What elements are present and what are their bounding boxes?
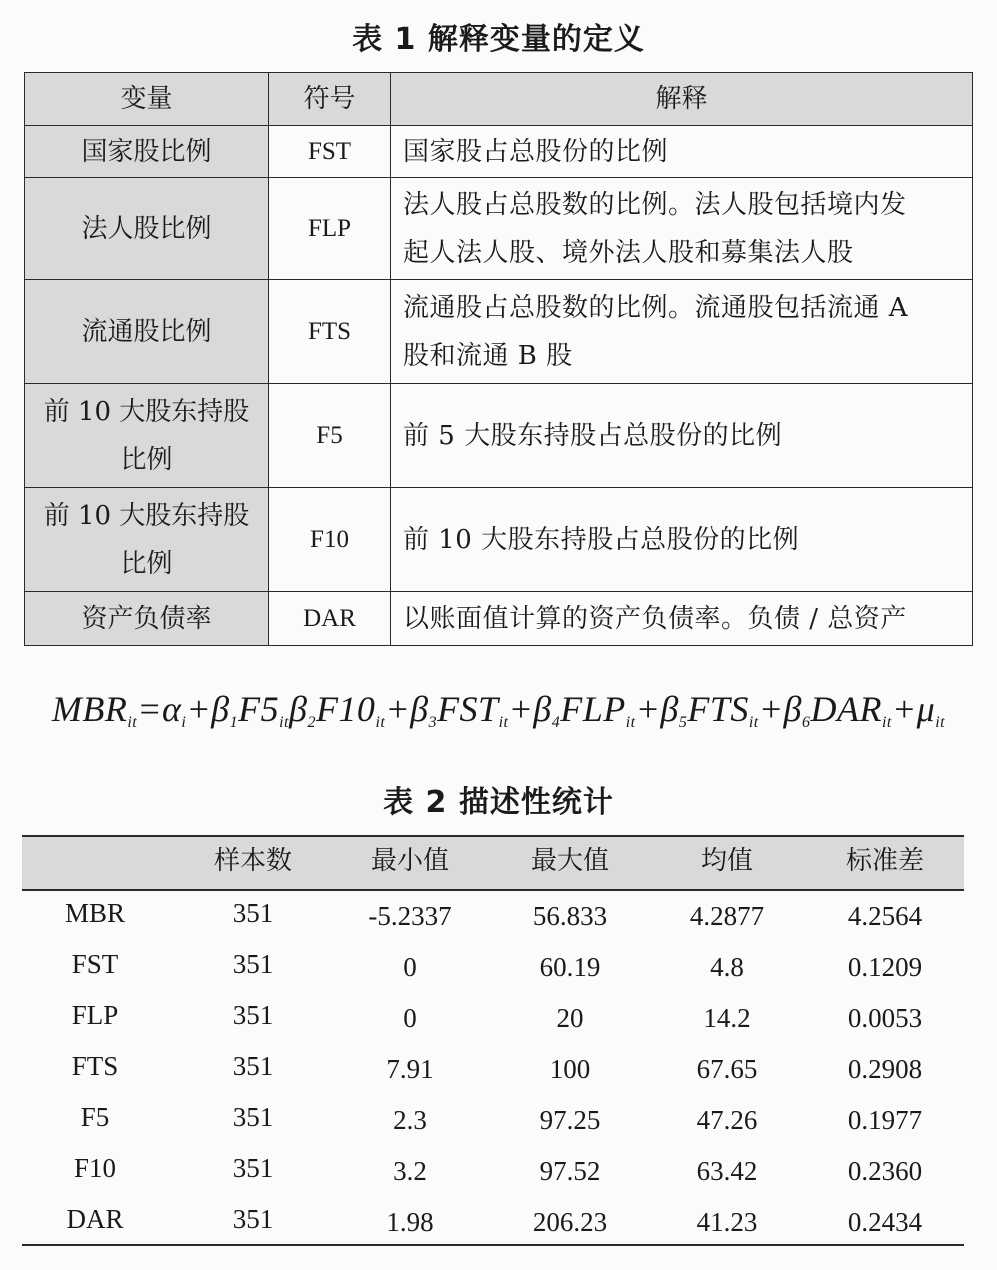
table2-header-sample: 样本数 xyxy=(213,846,292,876)
table2-row-label: FTS xyxy=(71,1051,119,1081)
formula-variable: F5 xyxy=(238,689,280,729)
table1-explanation-cell-line: 前 5 大股东持股占总股份的比例 xyxy=(403,420,783,451)
table2-cell: 0.0053 xyxy=(847,1003,923,1033)
formula-alpha-subscript: i xyxy=(181,714,187,731)
formula-lhs: MBR xyxy=(51,689,128,729)
table2-cell: 0.2908 xyxy=(847,1054,923,1084)
table2-bottom-rule xyxy=(22,1244,964,1246)
table2-cell: 97.25 xyxy=(539,1105,601,1135)
formula-beta: β xyxy=(410,689,429,729)
table1-symbol-cell: F5 xyxy=(269,384,391,488)
table1-explanation-cell xyxy=(391,488,973,592)
table2-cell: 63.42 xyxy=(696,1156,758,1186)
formula-operator: + xyxy=(385,689,411,729)
table2-cell: 206.23 xyxy=(532,1207,608,1237)
table2-cell: 0 xyxy=(403,952,417,982)
table1-row xyxy=(25,126,973,178)
formula-variable: FLP xyxy=(560,689,626,729)
table2-row-label: FLP xyxy=(71,1000,119,1030)
formula-beta: β xyxy=(783,689,802,729)
formula-variable: DAR xyxy=(810,689,882,729)
table1-explanation-cell xyxy=(391,592,973,646)
formula-beta: β xyxy=(660,689,679,729)
table1-variable-cell-line: 法人股比例 xyxy=(81,213,212,244)
table2-cell: 0.2434 xyxy=(847,1207,923,1237)
table1-header-explanation: 解释 xyxy=(391,73,973,126)
table2-title: 表 2 描述性统计 xyxy=(383,785,614,820)
table1-header-variable: 变量 xyxy=(25,73,269,126)
table2-cell: 4.2877 xyxy=(689,901,765,931)
formula-variable-subscript: it xyxy=(748,714,759,731)
table1-explanation-cell-line: 前 10 大股东持股占总股份的比例 xyxy=(403,524,800,555)
table2-cell: 351 xyxy=(232,1102,274,1132)
formula-variable-subscript: it xyxy=(498,714,509,731)
table2-cell: 0 xyxy=(403,1003,417,1033)
table2-row-label: DAR xyxy=(66,1204,124,1234)
table2-cell: 0.2360 xyxy=(847,1156,923,1186)
table2-cell: 3.2 xyxy=(393,1156,427,1186)
formula-variable: FST xyxy=(437,689,499,729)
table1 xyxy=(24,72,973,646)
table2-cell: 67.65 xyxy=(696,1054,758,1084)
table2-cell: 1.98 xyxy=(386,1207,434,1237)
table1-explanation-cell xyxy=(391,178,973,280)
table2-cell: 351 xyxy=(232,1204,274,1234)
table2-cell: 60.19 xyxy=(539,952,601,982)
table2-cell: 20 xyxy=(556,1003,584,1033)
table1-explanation-cell-line: 以账面值计算的资产负债率。负债 / 总资产 xyxy=(403,603,907,634)
formula-variable-subscript: it xyxy=(625,714,636,731)
table1-symbol-cell: FST xyxy=(269,126,391,178)
table1-variable-cell xyxy=(25,384,269,488)
table1-variable-cell-line: 资产负债率 xyxy=(81,603,212,634)
table2-header-mean: 均值 xyxy=(700,846,753,876)
formula-beta-subscript: 3 xyxy=(428,714,438,731)
formula-variable-subscript: it xyxy=(881,714,892,731)
table2-cell: 100 xyxy=(549,1054,591,1084)
formula-beta: β xyxy=(533,689,552,729)
table1-explanation-cell-line: 法人股占总股数的比例。法人股包括境内发 xyxy=(403,189,907,220)
table2-cell: 0.1977 xyxy=(847,1105,923,1135)
formula-variable: FTS xyxy=(687,689,749,729)
table1-explanation-cell-line: 流通股占总股数的比例。流通股包括流通 A xyxy=(403,292,909,323)
table2-cell: 351 xyxy=(232,1153,274,1183)
formula-alpha: α xyxy=(162,689,182,729)
table1-row xyxy=(25,592,973,646)
table2-row-label: FST xyxy=(71,949,119,979)
table2-cell: 2.3 xyxy=(393,1105,427,1135)
table2-header-std: 标准差 xyxy=(845,846,924,876)
formula-error-term: μ xyxy=(916,689,936,729)
table2-cell: 41.23 xyxy=(696,1207,758,1237)
table2-cell: 351 xyxy=(232,1000,274,1030)
table1-row xyxy=(25,488,973,592)
formula-beta-subscript: 6 xyxy=(801,714,811,731)
table1-title: 表 1 解释变量的定义 xyxy=(352,22,645,57)
formula-beta-subscript: 1 xyxy=(229,714,239,731)
table1-variable-cell xyxy=(25,178,269,280)
table1-row xyxy=(25,384,973,488)
formula-error-subscript: it xyxy=(935,714,946,731)
table2-cell: 351 xyxy=(232,898,274,928)
formula-equals: = xyxy=(137,689,163,729)
formula-operator: + xyxy=(186,689,212,729)
table2-row-label: F5 xyxy=(80,1102,110,1132)
table1-explanation-cell-line: 起人法人股、境外法人股和募集法人股 xyxy=(403,237,854,268)
table2-header-min: 最小值 xyxy=(370,846,449,876)
formula-operator: + xyxy=(635,689,661,729)
table1-header-symbol: 符号 xyxy=(269,73,391,126)
table2-cell: 97.52 xyxy=(539,1156,601,1186)
formula-beta-subscript: 4 xyxy=(551,714,561,731)
table2-cell: 351 xyxy=(232,1051,274,1081)
regression-formula xyxy=(0,688,997,732)
table2-cell: -5.2337 xyxy=(368,901,452,931)
table2-cell: 0.1209 xyxy=(847,952,923,982)
table2-row-label: MBR xyxy=(64,898,126,928)
table1-symbol-cell: DAR xyxy=(269,592,391,646)
table1-header-row xyxy=(25,73,973,126)
table2-cell: 47.26 xyxy=(696,1105,758,1135)
table2-cell: 4.2564 xyxy=(847,901,923,931)
table1-symbol-cell: F10 xyxy=(269,488,391,592)
table1-row xyxy=(25,178,973,280)
table2-cell: 56.833 xyxy=(532,901,608,931)
table1-variable-cell xyxy=(25,126,269,178)
formula-operator: + xyxy=(758,689,784,729)
table1-explanation-cell-line: 国家股占总股份的比例 xyxy=(403,136,669,167)
table1-symbol-cell: FLP xyxy=(269,178,391,280)
formula-beta-subscript: 5 xyxy=(678,714,688,731)
table1-explanation-cell xyxy=(391,126,973,178)
table1-row xyxy=(25,280,973,384)
table1-explanation-cell xyxy=(391,384,973,488)
table1-variable-cell xyxy=(25,488,269,592)
formula-variable-subscript: it xyxy=(279,714,289,731)
table2-header-max: 最大值 xyxy=(530,846,609,876)
formula-operator: + xyxy=(508,689,534,729)
table1-variable-cell xyxy=(25,592,269,646)
formula-beta: β xyxy=(289,689,308,729)
table1-variable-cell-line: 前 10 大股东持股 xyxy=(43,396,250,427)
formula-lhs-subscript: it xyxy=(127,714,138,731)
table2-cell: 4.8 xyxy=(710,952,744,982)
table1-variable-cell-line: 比例 xyxy=(120,548,173,579)
formula-operator: + xyxy=(891,689,917,729)
table2-cell: 7.91 xyxy=(386,1054,434,1084)
table2-row-label: F10 xyxy=(73,1153,117,1183)
formula-beta-subscript: 2 xyxy=(307,714,316,731)
table1-variable-cell-line: 比例 xyxy=(120,444,173,475)
table1-variable-cell-line: 国家股比例 xyxy=(81,136,212,167)
table1-explanation-cell xyxy=(391,280,973,384)
formula-beta: β xyxy=(211,689,230,729)
table1-variable-cell xyxy=(25,280,269,384)
table2-cell: 351 xyxy=(232,949,274,979)
formula-variable: F10 xyxy=(315,689,376,729)
table2-cell: 14.2 xyxy=(703,1003,751,1033)
formula-variable-subscript: it xyxy=(375,714,386,731)
table1-symbol-cell: FTS xyxy=(269,280,391,384)
table1-variable-cell-line: 流通股比例 xyxy=(81,316,212,347)
table1-variable-cell-line: 前 10 大股东持股 xyxy=(43,500,250,531)
table1-explanation-cell-line: 股和流通 B 股 xyxy=(403,340,573,371)
